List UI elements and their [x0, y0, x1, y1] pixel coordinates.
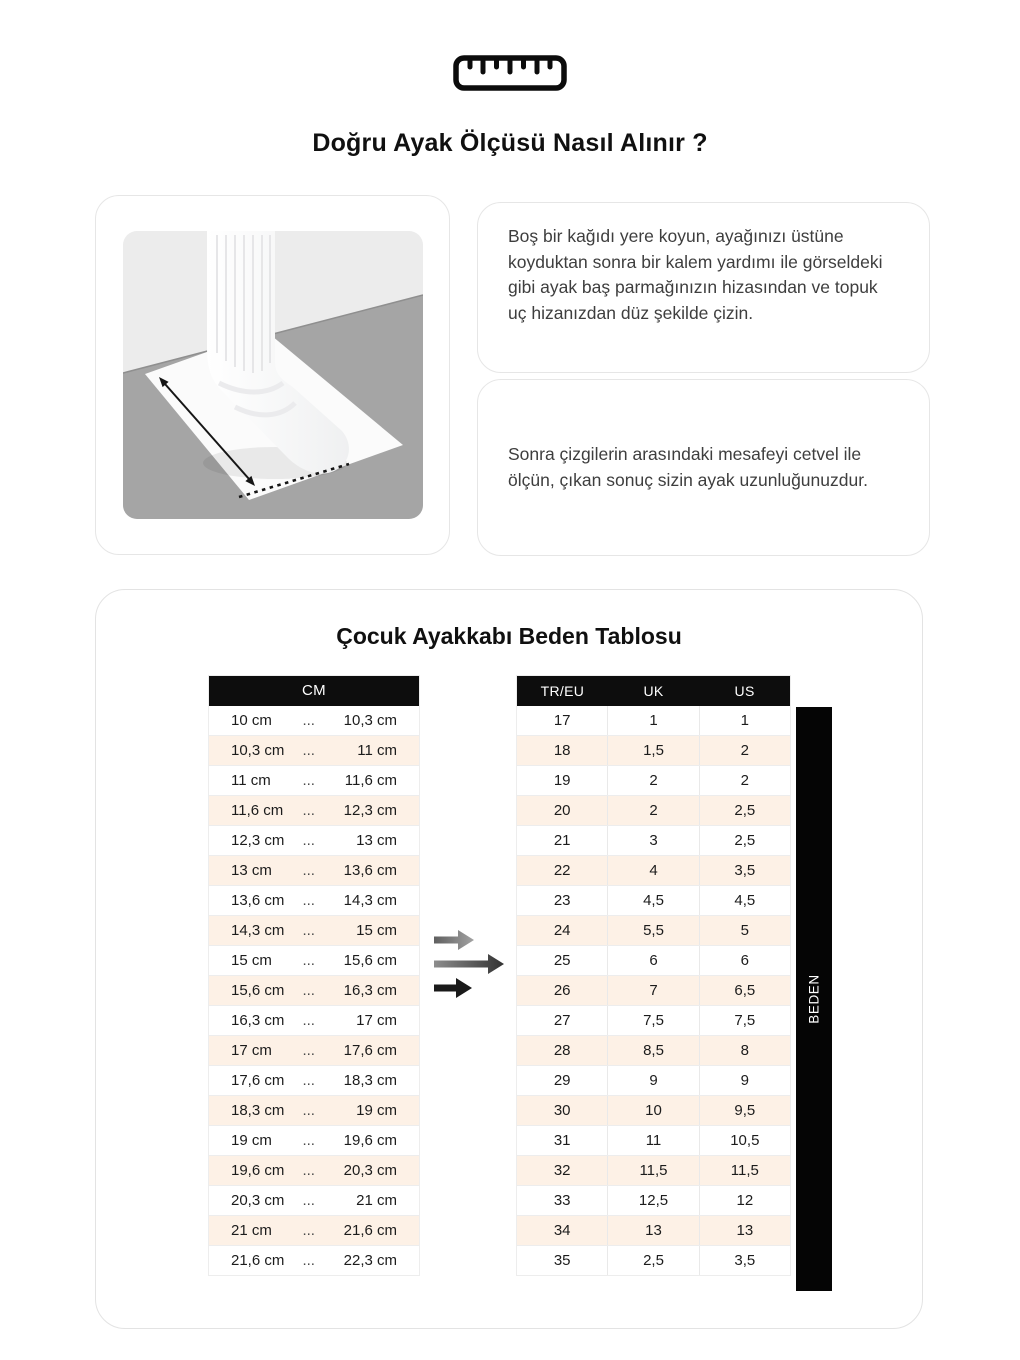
cm-table-row [209, 1126, 420, 1156]
instruction-text-1: Boş bir kağıdı yere koyun, ayağınızı üstüne koyduktan sonra bir kalem yardımı ile görseldeki gibi ayak baş parmağınızın hizasından ve topuk uç hizanızdan düz şekilde çizin. [508, 226, 883, 323]
conversion-table-row [517, 1216, 791, 1246]
size-uk-value: 9 [608, 1066, 699, 1096]
size-uk-value: 2 [608, 796, 699, 826]
cm-to-value: 16,3 cm [327, 976, 420, 1006]
howto-section [95, 195, 930, 556]
size-tr-eu-value: 33 [517, 1186, 608, 1216]
cm-to-value: 15,6 cm [327, 946, 420, 976]
cm-table-row [209, 1006, 420, 1036]
size-uk-value: 7,5 [608, 1006, 699, 1036]
conversion-table-row [517, 946, 791, 976]
conversion-table-row [517, 856, 791, 886]
cm-range-separator: ... [291, 1066, 327, 1096]
cm-table-row [209, 886, 420, 916]
cm-table-row [209, 976, 420, 1006]
size-tr-eu-value: 31 [517, 1126, 608, 1156]
cm-from-value: 19 cm [209, 1126, 291, 1156]
cm-table [208, 675, 420, 1276]
size-tr-eu-value: 22 [517, 856, 608, 886]
cm-from-value: 20,3 cm [209, 1186, 291, 1216]
size-uk-value: 2,5 [608, 1246, 699, 1276]
size-tr-eu-value: 21 [517, 826, 608, 856]
cm-table-row [209, 1066, 420, 1096]
cm-range-separator: ... [291, 826, 327, 856]
cm-table-row [209, 916, 420, 946]
cm-range-separator: ... [291, 736, 327, 766]
size-tr-eu-value: 24 [517, 916, 608, 946]
header-us: US [699, 676, 790, 706]
size-uk-value: 12,5 [608, 1186, 699, 1216]
beden-side-label: BEDEN [806, 974, 822, 1024]
cm-from-value: 12,3 cm [209, 826, 291, 856]
cm-from-value: 17 cm [209, 1036, 291, 1066]
size-us-value: 7,5 [699, 1006, 790, 1036]
cm-table-row [209, 1156, 420, 1186]
conversion-table-row [517, 1036, 791, 1066]
size-uk-value: 10 [608, 1096, 699, 1126]
conversion-table-body [517, 706, 791, 1276]
instruction-text-2: Sonra çizgilerin arasındaki mesafeyi cetvel ile ölçün, çıkan sonuç sizin ayak uzunluğunuzdur. [508, 444, 868, 490]
size-uk-value: 4,5 [608, 886, 699, 916]
conversion-table-row [517, 1186, 791, 1216]
size-tr-eu-value: 35 [517, 1246, 608, 1276]
cm-table-body [209, 706, 420, 1276]
size-uk-value: 13 [608, 1216, 699, 1246]
cm-from-value: 10 cm [209, 706, 291, 736]
instruction-card-1 [477, 202, 930, 373]
conversion-table-header-row [517, 676, 791, 706]
cm-range-separator: ... [291, 1036, 327, 1066]
cm-table-row [209, 1186, 420, 1216]
cm-from-value: 15,6 cm [209, 976, 291, 1006]
cm-table-row [209, 796, 420, 826]
size-us-value: 2 [699, 736, 790, 766]
cm-range-separator: ... [291, 1216, 327, 1246]
size-tr-eu-value: 18 [517, 736, 608, 766]
cm-from-value: 13 cm [209, 856, 291, 886]
conversion-table-row [517, 1096, 791, 1126]
size-tr-eu-value: 32 [517, 1156, 608, 1186]
size-us-value: 9,5 [699, 1096, 790, 1126]
cm-range-separator: ... [291, 1186, 327, 1216]
instruction-steps [477, 202, 930, 556]
cm-to-value: 20,3 cm [327, 1156, 420, 1186]
cm-table-row [209, 946, 420, 976]
cm-table-row [209, 1096, 420, 1126]
size-us-value: 6 [699, 946, 790, 976]
cm-range-separator: ... [291, 1126, 327, 1156]
size-uk-value: 4 [608, 856, 699, 886]
arrow-column [420, 675, 516, 1291]
cm-from-value: 17,6 cm [209, 1066, 291, 1096]
size-us-value: 2,5 [699, 826, 790, 856]
cm-table-row [209, 706, 420, 736]
size-uk-value: 1 [608, 706, 699, 736]
cm-to-value: 15 cm [327, 916, 420, 946]
conversion-table-row [517, 796, 791, 826]
size-us-value: 10,5 [699, 1126, 790, 1156]
cm-table-header: CM [209, 676, 420, 706]
cm-table-row [209, 1246, 420, 1276]
cm-to-value: 13 cm [327, 826, 420, 856]
size-tr-eu-value: 23 [517, 886, 608, 916]
cm-to-value: 21 cm [327, 1186, 420, 1216]
header-tr-eu: TR/EU [517, 676, 608, 706]
cm-from-value: 11,6 cm [209, 796, 291, 826]
size-uk-value: 1,5 [608, 736, 699, 766]
size-tr-eu-value: 26 [517, 976, 608, 1006]
cm-table-row [209, 826, 420, 856]
size-table-card [95, 589, 923, 1329]
cm-to-value: 11 cm [327, 736, 420, 766]
size-uk-value: 11 [608, 1126, 699, 1156]
cm-to-value: 17,6 cm [327, 1036, 420, 1066]
size-us-value: 4,5 [699, 886, 790, 916]
size-uk-value: 5,5 [608, 916, 699, 946]
size-uk-value: 6 [608, 946, 699, 976]
cm-table-row [209, 1216, 420, 1246]
conversion-table-row [517, 766, 791, 796]
size-tr-eu-value: 25 [517, 946, 608, 976]
conversion-table-row [517, 1156, 791, 1186]
cm-to-value: 18,3 cm [327, 1066, 420, 1096]
cm-from-value: 13,6 cm [209, 886, 291, 916]
conversion-table-row [517, 736, 791, 766]
size-tr-eu-value: 34 [517, 1216, 608, 1246]
size-tr-eu-value: 20 [517, 796, 608, 826]
cm-from-value: 15 cm [209, 946, 291, 976]
conversion-table-row [517, 706, 791, 736]
cm-table-header-row [209, 676, 420, 706]
cm-range-separator: ... [291, 1156, 327, 1186]
size-uk-value: 8,5 [608, 1036, 699, 1066]
size-us-value: 3,5 [699, 1246, 790, 1276]
instruction-card-2 [477, 379, 930, 556]
conversion-table-row [517, 976, 791, 1006]
conversion-table-row [517, 826, 791, 856]
cm-range-separator: ... [291, 706, 327, 736]
foot-measurement-illustration [123, 231, 423, 519]
conversion-table-row [517, 1246, 791, 1276]
cm-to-value: 19,6 cm [327, 1126, 420, 1156]
cm-range-separator: ... [291, 976, 327, 1006]
howto-photo-card [95, 195, 450, 555]
size-tr-eu-value: 19 [517, 766, 608, 796]
cm-to-value: 10,3 cm [327, 706, 420, 736]
cm-table-row [209, 1036, 420, 1066]
cm-from-value: 16,3 cm [209, 1006, 291, 1036]
size-uk-value: 11,5 [608, 1156, 699, 1186]
cm-range-separator: ... [291, 946, 327, 976]
conversion-table-row [517, 1066, 791, 1096]
cm-table-row [209, 766, 420, 796]
size-table-title: Çocuk Ayakkabı Beden Tablosu [336, 623, 682, 649]
cm-range-separator: ... [291, 856, 327, 886]
conversion-table-row [517, 1126, 791, 1156]
cm-from-value: 19,6 cm [209, 1156, 291, 1186]
cm-to-value: 17 cm [327, 1006, 420, 1036]
size-us-value: 11,5 [699, 1156, 790, 1186]
size-tr-eu-value: 27 [517, 1006, 608, 1036]
triple-right-arrows-icon [434, 927, 506, 1001]
cm-to-value: 14,3 cm [327, 886, 420, 916]
size-tr-eu-value: 17 [517, 706, 608, 736]
size-uk-value: 2 [608, 766, 699, 796]
cm-to-value: 13,6 cm [327, 856, 420, 886]
cm-to-value: 12,3 cm [327, 796, 420, 826]
size-us-value: 8 [699, 1036, 790, 1066]
ruler-icon [0, 54, 1020, 92]
cm-range-separator: ... [291, 766, 327, 796]
size-us-value: 9 [699, 1066, 790, 1096]
header-uk: UK [608, 676, 699, 706]
cm-from-value: 14,3 cm [209, 916, 291, 946]
cm-to-value: 22,3 cm [327, 1246, 420, 1276]
beden-side-bar [796, 707, 832, 1291]
size-tables [96, 675, 922, 1291]
size-us-value: 12 [699, 1186, 790, 1216]
cm-from-value: 11 cm [209, 766, 291, 796]
cm-from-value: 18,3 cm [209, 1096, 291, 1126]
cm-range-separator: ... [291, 1006, 327, 1036]
size-us-value: 2,5 [699, 796, 790, 826]
cm-to-value: 11,6 cm [327, 766, 420, 796]
size-uk-value: 7 [608, 976, 699, 1006]
cm-range-separator: ... [291, 916, 327, 946]
size-uk-value: 3 [608, 826, 699, 856]
cm-table-row [209, 736, 420, 766]
size-tr-eu-value: 30 [517, 1096, 608, 1126]
cm-from-value: 21 cm [209, 1216, 291, 1246]
size-us-value: 6,5 [699, 976, 790, 1006]
cm-from-value: 10,3 cm [209, 736, 291, 766]
conversion-table [516, 675, 791, 1276]
cm-range-separator: ... [291, 1096, 327, 1126]
cm-range-separator: ... [291, 796, 327, 826]
size-tr-eu-value: 29 [517, 1066, 608, 1096]
size-tr-eu-value: 28 [517, 1036, 608, 1066]
size-us-value: 3,5 [699, 856, 790, 886]
conversion-table-row [517, 1006, 791, 1036]
cm-table-row [209, 856, 420, 886]
size-us-value: 13 [699, 1216, 790, 1246]
cm-range-separator: ... [291, 1246, 327, 1276]
cm-to-value: 19 cm [327, 1096, 420, 1126]
size-us-value: 5 [699, 916, 790, 946]
page-title: Doğru Ayak Ölçüsü Nasıl Alınır ? [312, 129, 708, 157]
cm-from-value: 21,6 cm [209, 1246, 291, 1276]
size-us-value: 1 [699, 706, 790, 736]
size-us-value: 2 [699, 766, 790, 796]
cm-to-value: 21,6 cm [327, 1216, 420, 1246]
conversion-table-row [517, 886, 791, 916]
cm-range-separator: ... [291, 886, 327, 916]
page-header [0, 0, 1020, 158]
conversion-table-row [517, 916, 791, 946]
